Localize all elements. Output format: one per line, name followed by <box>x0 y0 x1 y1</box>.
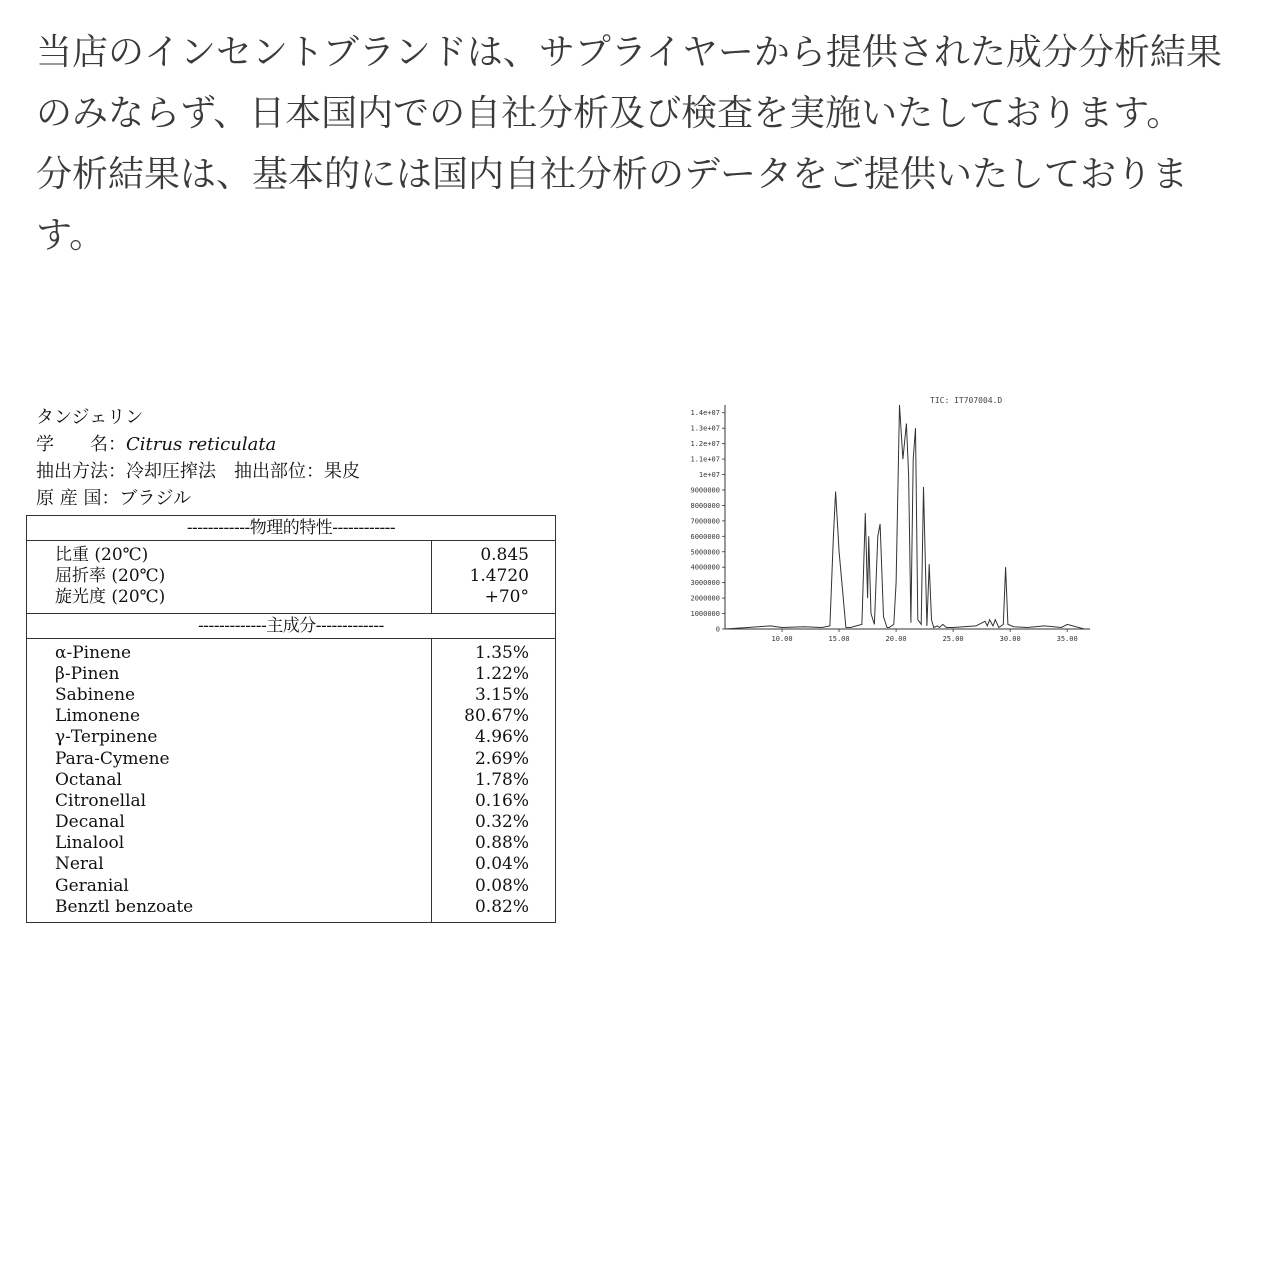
component-value: 0.08% <box>474 875 529 896</box>
component-value: 0.16% <box>474 790 529 811</box>
physical-names-cell <box>27 541 432 614</box>
intro-paragraph-2: 分析結果は、基本的には国内自社分析のデータをご提供いたしております。 <box>36 154 1189 256</box>
component-value: 0.04% <box>474 854 529 875</box>
component-name: Benztl benzoate <box>55 896 194 917</box>
y-tick-label: 8000000 <box>690 501 720 510</box>
component-name: Limonene <box>55 706 141 727</box>
component-name: Sabinene <box>55 684 136 705</box>
y-tick-label: 4000000 <box>690 563 720 572</box>
chromatogram-chart <box>665 385 1105 650</box>
y-tick-label: 7000000 <box>690 517 720 526</box>
y-tick-label: 1.1e+07 <box>690 455 720 464</box>
component-name: Citronellal <box>55 790 147 811</box>
component-value: 2.69% <box>474 748 529 769</box>
physical-values-cell <box>432 541 556 614</box>
component-name: Para-Cymene <box>55 748 170 769</box>
component-names-cell <box>27 638 432 922</box>
component-value: 1.78% <box>474 769 529 790</box>
physical-value: 1.4720 <box>469 566 529 587</box>
physical-name: 旋光度 (20℃) <box>55 587 166 608</box>
chart-ticks <box>690 409 1077 643</box>
y-tick-label: 1.2e+07 <box>690 440 720 449</box>
intro-paragraph-1: 当店のインセントブランドは、サプライヤーから提供された成分分析結果のみならず、日本国内での自社分析及び検査を実施いたしております。 <box>36 32 1222 134</box>
origin-value: ブラジル <box>119 488 192 509</box>
component-name: Octanal <box>55 769 122 790</box>
component-value: 0.88% <box>474 833 529 854</box>
x-tick-label: 35.00 <box>1056 635 1078 643</box>
component-name: γ-Terpinene <box>55 727 158 748</box>
product-name: タンジェリン <box>36 407 144 428</box>
part-label: 抽出部位： <box>234 461 324 482</box>
y-tick-label: 2000000 <box>690 594 720 603</box>
component-value: 1.22% <box>474 663 529 684</box>
component-name: Linalool <box>55 833 125 854</box>
y-tick-label: 3000000 <box>690 579 720 588</box>
x-tick-label: 15.00 <box>828 635 850 643</box>
x-tick-label: 20.00 <box>885 635 907 643</box>
physical-value: 0.845 <box>480 545 529 565</box>
physical-name: 比重 (20℃) <box>55 545 149 565</box>
y-tick-label: 1000000 <box>690 610 720 619</box>
component-name: β-Pinen <box>55 663 120 684</box>
origin-label: 原 産 国： <box>36 488 120 509</box>
component-value: 0.82% <box>474 896 529 917</box>
component-name: Neral <box>55 854 104 875</box>
method-value: 冷却圧搾法 <box>126 461 216 482</box>
y-tick-label: 6000000 <box>690 532 720 541</box>
component-value: 4.96% <box>474 727 529 748</box>
scientific-name-value: Citrus reticulata <box>126 434 277 455</box>
y-tick-label: 5000000 <box>690 548 720 557</box>
y-tick-label: 9000000 <box>690 486 720 495</box>
component-name: Geranial <box>55 875 129 896</box>
spec-info <box>36 404 576 512</box>
x-tick-label: 10.00 <box>771 635 793 643</box>
physical-name: 屈折率 (20℃) <box>55 566 166 587</box>
extraction-line <box>36 458 576 485</box>
components-header: -------------主成分------------- <box>27 613 556 638</box>
component-values-cell <box>432 638 556 922</box>
y-tick-label: 1e+07 <box>698 471 720 480</box>
component-name: α-Pinene <box>55 642 132 663</box>
part-value: 果皮 <box>324 461 360 482</box>
analysis-table <box>26 515 556 923</box>
chart-title: TIC: IT707004.D <box>930 396 1003 405</box>
scientific-name-line <box>36 431 576 458</box>
chromatogram-trace <box>725 405 1084 629</box>
physical-value: +70° <box>484 587 529 608</box>
component-name: Decanal <box>55 812 125 833</box>
scientific-name-label: 学 名： <box>36 434 126 455</box>
component-value: 0.32% <box>474 812 529 833</box>
component-value: 3.15% <box>474 684 529 705</box>
method-label: 抽出方法： <box>36 461 126 482</box>
origin-line <box>36 485 576 512</box>
x-tick-label: 25.00 <box>942 635 964 643</box>
component-value: 80.67% <box>464 706 529 727</box>
x-tick-label: 30.00 <box>999 635 1021 643</box>
y-tick-label: 1.3e+07 <box>690 424 720 433</box>
y-tick-label: 0 <box>715 625 720 634</box>
component-value: 1.35% <box>474 642 529 663</box>
physical-properties-header: ------------物理的特性------------ <box>27 516 556 541</box>
y-tick-label: 1.4e+07 <box>690 409 720 418</box>
intro-text <box>36 22 1246 266</box>
